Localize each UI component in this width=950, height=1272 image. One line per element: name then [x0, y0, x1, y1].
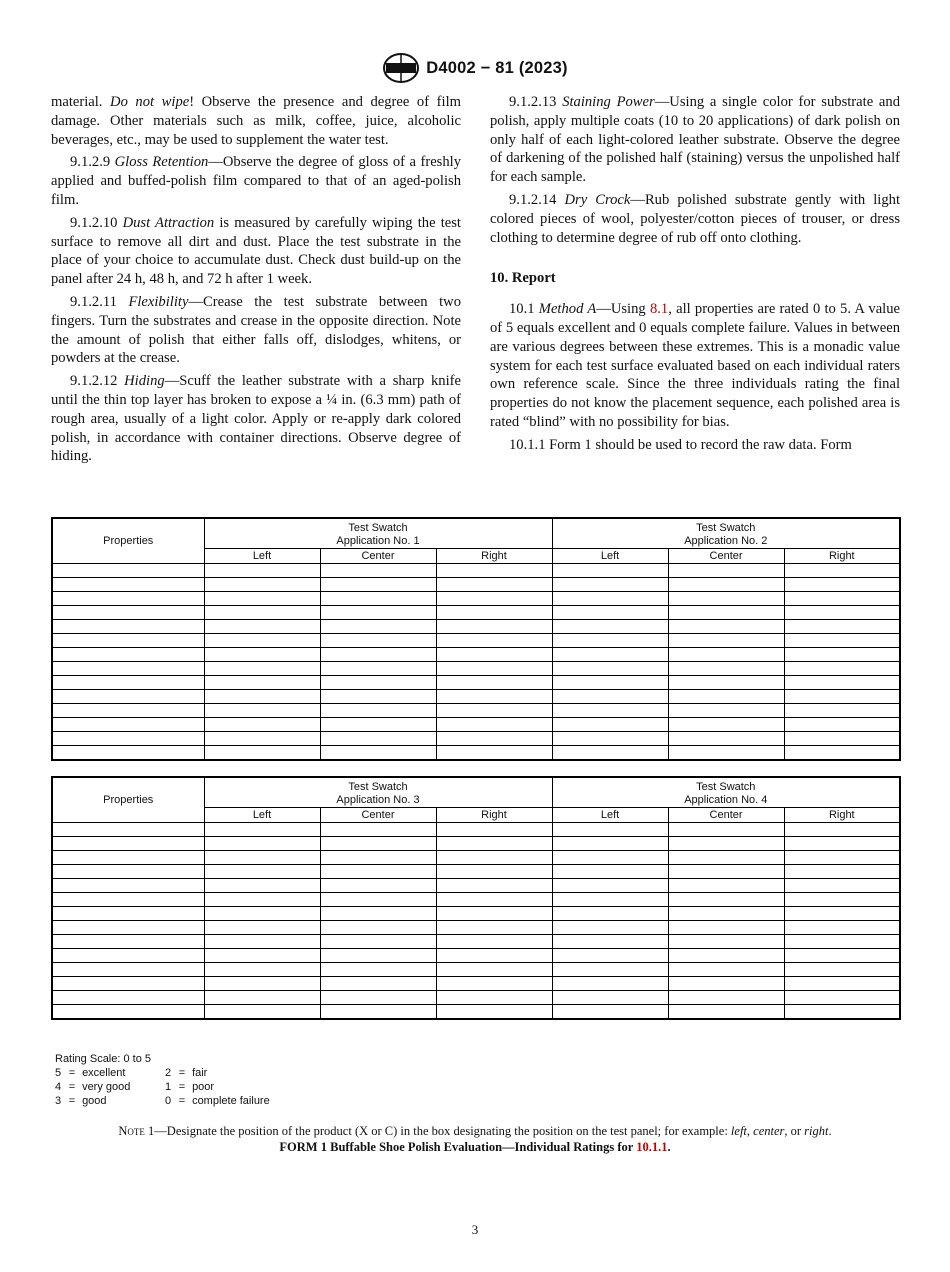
rating-row — [52, 823, 900, 837]
rating-cell[interactable] — [320, 648, 436, 662]
legend-title: Rating Scale: 0 to 5 — [55, 1053, 152, 1065]
rating-cell[interactable] — [784, 823, 900, 837]
rating-cell[interactable] — [552, 676, 668, 690]
rating-cell[interactable] — [668, 592, 784, 606]
rating-row — [52, 893, 900, 907]
legend-row: 5 = excellent 2 = fair — [55, 1067, 208, 1079]
rating-cell[interactable] — [320, 893, 436, 907]
rating-cell[interactable] — [668, 620, 784, 634]
rating-cell[interactable] — [436, 718, 552, 732]
rating-cell[interactable] — [668, 606, 784, 620]
rating-row — [52, 564, 900, 578]
rating-cell[interactable] — [436, 921, 552, 935]
rating-row — [52, 963, 900, 977]
rating-cell[interactable] — [436, 746, 552, 761]
rating-cell[interactable] — [204, 935, 320, 949]
rating-cell[interactable] — [436, 879, 552, 893]
column-header-right: Right — [784, 808, 900, 823]
rating-cell[interactable] — [320, 1005, 436, 1020]
rating-cell[interactable] — [552, 746, 668, 761]
column-header-center: Center — [668, 808, 784, 823]
rating-cell[interactable] — [320, 620, 436, 634]
rating-cell[interactable] — [784, 907, 900, 921]
rating-cell[interactable] — [436, 564, 552, 578]
rating-row — [52, 578, 900, 592]
rating-cell[interactable] — [320, 921, 436, 935]
properties-header: Properties — [52, 777, 204, 823]
rating-cell[interactable] — [204, 949, 320, 963]
rating-cell[interactable] — [204, 578, 320, 592]
rating-cell[interactable] — [320, 746, 436, 761]
rating-row — [52, 935, 900, 949]
property-cell — [52, 690, 204, 704]
rating-cell[interactable] — [784, 949, 900, 963]
rating-cell[interactable] — [552, 907, 668, 921]
rating-row — [52, 977, 900, 991]
rating-cell[interactable] — [668, 907, 784, 921]
form-note: Note 1—Designate the position of the product (X or C) in the box designating the position on the test panel; for example: left, center, or right. — [118, 1124, 832, 1138]
rating-cell[interactable] — [668, 823, 784, 837]
rating-cell[interactable] — [668, 634, 784, 648]
rating-cell[interactable] — [204, 879, 320, 893]
rating-cell[interactable] — [784, 893, 900, 907]
rating-cell[interactable] — [204, 865, 320, 879]
rating-cell[interactable] — [204, 893, 320, 907]
rating-row — [52, 732, 900, 746]
rating-cell[interactable] — [784, 634, 900, 648]
rating-cell[interactable] — [204, 662, 320, 676]
right-column — [490, 93, 900, 459]
column-header-left: Left — [204, 808, 320, 823]
property-cell — [52, 879, 204, 893]
property-cell — [52, 851, 204, 865]
rating-cell[interactable] — [204, 564, 320, 578]
property-cell — [52, 606, 204, 620]
left-column — [51, 93, 461, 470]
rating-cell[interactable] — [784, 690, 900, 704]
rating-cell[interactable] — [552, 851, 668, 865]
rating-cell[interactable] — [552, 837, 668, 851]
rating-cell[interactable] — [552, 823, 668, 837]
section-link-8-1[interactable]: 8.1 — [649, 301, 669, 318]
rating-cell[interactable] — [204, 620, 320, 634]
rating-cell[interactable] — [320, 991, 436, 1005]
rating-cell[interactable] — [552, 690, 668, 704]
property-cell — [52, 704, 204, 718]
rating-cell[interactable] — [784, 620, 900, 634]
rating-cell[interactable] — [552, 592, 668, 606]
rating-row — [52, 991, 900, 1005]
property-cell — [52, 620, 204, 634]
rating-cell[interactable] — [436, 977, 552, 991]
rating-cell[interactable] — [436, 662, 552, 676]
rating-cell[interactable] — [668, 676, 784, 690]
document-title: D4002 − 81 (2023) — [426, 58, 568, 77]
table-2-body — [52, 823, 900, 1020]
section-heading-report: 10. Report — [490, 270, 556, 287]
rating-row — [52, 704, 900, 718]
rating-scale-legend — [55, 1052, 270, 1108]
property-cell — [52, 865, 204, 879]
ratings-table-1 — [51, 517, 901, 761]
rating-cell[interactable] — [784, 606, 900, 620]
rating-cell[interactable] — [436, 963, 552, 977]
group-header-app-2: Test Swatch Application No. 2 — [552, 518, 900, 549]
rating-cell[interactable] — [204, 977, 320, 991]
rating-cell[interactable] — [784, 977, 900, 991]
rating-row — [52, 865, 900, 879]
column-header-right: Right — [436, 549, 552, 564]
rating-cell[interactable] — [204, 921, 320, 935]
rating-cell[interactable] — [552, 564, 668, 578]
rating-row — [52, 690, 900, 704]
paragraph-form-1: 10.1.1 Form 1 should be used to record the raw data. Form — [509, 436, 852, 453]
rating-cell[interactable] — [436, 823, 552, 837]
rating-row — [52, 648, 900, 662]
rating-cell[interactable] — [552, 718, 668, 732]
page-header — [0, 52, 950, 84]
rating-cell[interactable] — [668, 746, 784, 761]
rating-cell[interactable] — [552, 977, 668, 991]
property-cell — [52, 564, 204, 578]
rating-cell[interactable] — [552, 963, 668, 977]
rating-cell[interactable] — [320, 823, 436, 837]
rating-cell[interactable] — [668, 564, 784, 578]
paragraph-flexibility: 9.1.2.11 Flexibility—Crease the test substrate between two fingers. Turn the substrates and crease in the opposite direction. Note the amount of polish that either falls off, dislodges, whitens, or powders at the crease. — [51, 293, 461, 367]
rating-cell[interactable] — [784, 746, 900, 761]
rating-row — [52, 662, 900, 676]
rating-cell[interactable] — [552, 648, 668, 662]
rating-cell[interactable] — [784, 851, 900, 865]
rating-row — [52, 718, 900, 732]
rating-cell[interactable] — [320, 949, 436, 963]
rating-cell[interactable] — [320, 837, 436, 851]
rating-cell[interactable] — [204, 690, 320, 704]
rating-cell[interactable] — [320, 662, 436, 676]
property-cell — [52, 893, 204, 907]
rating-cell[interactable] — [436, 634, 552, 648]
property-cell — [52, 676, 204, 690]
rating-cell[interactable] — [552, 732, 668, 746]
rating-cell[interactable] — [552, 662, 668, 676]
property-cell — [52, 592, 204, 606]
rating-cell[interactable] — [320, 732, 436, 746]
rating-cell[interactable] — [436, 690, 552, 704]
rating-cell[interactable] — [668, 648, 784, 662]
page-number: 3 — [471, 1222, 479, 1237]
property-cell — [52, 837, 204, 851]
group-header-app-1: Test Swatch Application No. 1 — [204, 518, 552, 549]
property-cell — [52, 648, 204, 662]
rating-cell[interactable] — [204, 634, 320, 648]
rating-cell[interactable] — [668, 837, 784, 851]
rating-cell[interactable] — [436, 592, 552, 606]
rating-cell[interactable] — [436, 606, 552, 620]
rating-cell[interactable] — [320, 935, 436, 949]
rating-cell[interactable] — [436, 893, 552, 907]
rating-cell[interactable] — [204, 823, 320, 837]
table-1-body — [52, 564, 900, 761]
rating-cell[interactable] — [204, 606, 320, 620]
rating-cell[interactable] — [436, 732, 552, 746]
rating-cell[interactable] — [668, 991, 784, 1005]
rating-cell[interactable] — [320, 907, 436, 921]
rating-cell[interactable] — [784, 921, 900, 935]
property-cell — [52, 977, 204, 991]
rating-cell[interactable] — [668, 963, 784, 977]
rating-cell[interactable] — [668, 865, 784, 879]
rating-cell[interactable] — [436, 578, 552, 592]
rating-row — [52, 676, 900, 690]
rating-cell[interactable] — [204, 746, 320, 761]
rating-cell[interactable] — [436, 1005, 552, 1020]
rating-cell[interactable] — [436, 676, 552, 690]
rating-cell[interactable] — [204, 963, 320, 977]
rating-cell[interactable] — [320, 718, 436, 732]
rating-cell[interactable] — [552, 921, 668, 935]
rating-cell[interactable] — [552, 620, 668, 634]
rating-cell[interactable] — [668, 1005, 784, 1020]
rating-cell[interactable] — [204, 704, 320, 718]
paragraph-staining-power: 9.1.2.13 Staining Power—Using a single color for substrate and polish, apply multiple coats (10 to 20 applications) of dark polish on only half of each light-colored leather substrate. Observe the degree of darkening of the polished half (staining) versus the unpolished half for each sample. — [490, 94, 900, 186]
rating-cell[interactable] — [784, 837, 900, 851]
rating-cell[interactable] — [204, 648, 320, 662]
rating-row — [52, 746, 900, 761]
rating-cell[interactable] — [784, 718, 900, 732]
rating-cell[interactable] — [784, 648, 900, 662]
property-cell — [52, 949, 204, 963]
rating-cell[interactable] — [436, 851, 552, 865]
rating-cell[interactable] — [320, 564, 436, 578]
rating-cell[interactable] — [784, 1005, 900, 1020]
rating-cell[interactable] — [320, 634, 436, 648]
rating-cell[interactable] — [320, 690, 436, 704]
rating-cell[interactable] — [784, 662, 900, 676]
rating-cell[interactable] — [436, 704, 552, 718]
rating-row — [52, 606, 900, 620]
rating-cell[interactable] — [668, 949, 784, 963]
rating-cell[interactable] — [320, 578, 436, 592]
rating-row — [52, 851, 900, 865]
rating-cell[interactable] — [204, 592, 320, 606]
rating-cell[interactable] — [552, 879, 668, 893]
rating-cell[interactable] — [784, 578, 900, 592]
rating-cell[interactable] — [436, 837, 552, 851]
rating-cell[interactable] — [552, 634, 668, 648]
rating-cell[interactable] — [552, 578, 668, 592]
rating-cell[interactable] — [320, 851, 436, 865]
rating-row — [52, 1005, 900, 1020]
rating-cell[interactable] — [784, 564, 900, 578]
paragraph-dust-attraction: 9.1.2.10 Dust Attraction is measured by carefully wiping the test surface to remove all dirt and dust. Place the test substrate in the place of your choice to accumulate dust. Check dust build-up on the panel after 24 h, 48 h, and 72 h after 1 week. — [51, 214, 461, 288]
rating-cell[interactable] — [668, 690, 784, 704]
property-cell — [52, 746, 204, 761]
rating-cell[interactable] — [552, 893, 668, 907]
properties-header: Properties — [52, 518, 204, 564]
paragraph-hiding: 9.1.2.12 Hiding—Scuff the leather substrate with a sharp knife until the thin top layer has broken to expose a ¼ in. (6.3 mm) path of rough area, usually of a light color. Apply or re-apply dark colored polish, in accordance with container directions. Observe degree of hiding. — [51, 373, 461, 465]
rating-cell[interactable] — [204, 991, 320, 1005]
rating-cell[interactable] — [320, 977, 436, 991]
paragraph-gloss-retention: 9.1.2.9 Gloss Retention—Observe the degree of gloss of a freshly applied and buffed-polish film compared to that of an aged-polish film. — [51, 154, 461, 208]
property-cell — [52, 1005, 204, 1020]
property-cell — [52, 963, 204, 977]
rating-cell[interactable] — [436, 935, 552, 949]
property-cell — [52, 921, 204, 935]
rating-row — [52, 634, 900, 648]
rating-cell[interactable] — [436, 648, 552, 662]
rating-cell[interactable] — [204, 732, 320, 746]
rating-cell[interactable] — [436, 907, 552, 921]
rating-row — [52, 879, 900, 893]
rating-cell[interactable] — [320, 676, 436, 690]
rating-cell[interactable] — [668, 977, 784, 991]
rating-cell[interactable] — [552, 704, 668, 718]
property-cell — [52, 732, 204, 746]
column-header-left: Left — [204, 549, 320, 564]
property-cell — [52, 991, 204, 1005]
section-link-10-1-1[interactable]: 10.1.1 — [636, 1140, 668, 1154]
rating-cell[interactable] — [320, 592, 436, 606]
property-cell — [52, 578, 204, 592]
paragraph-water-test: material. Do not wipe! Observe the presence and degree of film damage. Other materials such as milk, coffee, juice, alcoholic beverages, etc., may be used to supplement the water test. — [51, 94, 461, 148]
rating-cell[interactable] — [320, 865, 436, 879]
rating-cell[interactable] — [320, 963, 436, 977]
astm-logo-icon — [382, 52, 420, 84]
column-header-left: Left — [552, 808, 668, 823]
rating-cell[interactable] — [552, 949, 668, 963]
rating-cell[interactable] — [668, 704, 784, 718]
rating-cell[interactable] — [552, 991, 668, 1005]
rating-cell[interactable] — [320, 606, 436, 620]
paragraph-dry-crock: 9.1.2.14 Dry Crock—Rub polished substrate gently with light colored pieces of wool, polyester/cotton pieces of trouser, or dress clothing to determine degree of rub off onto clothing. — [490, 191, 901, 246]
rating-cell[interactable] — [204, 718, 320, 732]
rating-cell[interactable] — [436, 991, 552, 1005]
rating-cell[interactable] — [784, 592, 900, 606]
property-cell — [52, 718, 204, 732]
column-header-center: Center — [320, 549, 436, 564]
rating-cell[interactable] — [784, 676, 900, 690]
rating-row — [52, 620, 900, 634]
column-header-right: Right — [784, 549, 900, 564]
rating-cell[interactable] — [668, 921, 784, 935]
rating-cell[interactable] — [668, 718, 784, 732]
property-cell — [52, 662, 204, 676]
rating-cell[interactable] — [436, 620, 552, 634]
rating-cell[interactable] — [204, 676, 320, 690]
rating-cell[interactable] — [552, 1005, 668, 1020]
rating-cell[interactable] — [436, 865, 552, 879]
rating-cell[interactable] — [784, 865, 900, 879]
property-cell — [52, 907, 204, 921]
legend-row: 3 = good 0 = complete failure — [55, 1095, 270, 1107]
rating-cell[interactable] — [668, 879, 784, 893]
form-caption: FORM 1 Buffable Shoe Polish Evaluation—Individual Ratings for 10.1.1. — [279, 1140, 671, 1154]
paragraph-method-a: 10.1 Method A—Using 8.1, all properties are rated 0 to 5. A value of 5 equals excellent and 0 equals complete failure. Values in between are various degrees between these extremes. This is a monadic value system for each test surface evaluated based on each individual raters own reference scale. Since the three individuals rating the final properties do not know the placement sequence, each polished area is rated “blind” with no possibility for bias. — [490, 301, 901, 430]
rating-row — [52, 907, 900, 921]
rating-row — [52, 921, 900, 935]
rating-cell[interactable] — [668, 732, 784, 746]
group-header-app-4: Test Swatch Application No. 4 — [552, 777, 900, 808]
rating-cell[interactable] — [204, 837, 320, 851]
property-cell — [52, 634, 204, 648]
property-cell — [52, 935, 204, 949]
rating-cell[interactable] — [204, 851, 320, 865]
rating-cell[interactable] — [552, 865, 668, 879]
rating-cell[interactable] — [668, 662, 784, 676]
rating-row — [52, 949, 900, 963]
rating-cell[interactable] — [668, 851, 784, 865]
rating-cell[interactable] — [784, 879, 900, 893]
rating-cell[interactable] — [320, 704, 436, 718]
rating-cell[interactable] — [552, 606, 668, 620]
rating-cell[interactable] — [784, 935, 900, 949]
rating-cell[interactable] — [784, 704, 900, 718]
rating-cell[interactable] — [784, 732, 900, 746]
rating-cell[interactable] — [668, 578, 784, 592]
rating-cell[interactable] — [204, 907, 320, 921]
ratings-table-2 — [51, 776, 901, 1020]
rating-cell[interactable] — [668, 893, 784, 907]
column-header-center: Center — [320, 808, 436, 823]
rating-row — [52, 837, 900, 851]
column-header-right: Right — [436, 808, 552, 823]
rating-cell[interactable] — [784, 991, 900, 1005]
rating-cell[interactable] — [436, 949, 552, 963]
rating-cell[interactable] — [552, 935, 668, 949]
property-cell — [52, 823, 204, 837]
column-header-left: Left — [552, 549, 668, 564]
rating-cell[interactable] — [204, 1005, 320, 1020]
rating-cell[interactable] — [784, 963, 900, 977]
rating-cell[interactable] — [320, 879, 436, 893]
rating-row — [52, 592, 900, 606]
group-header-app-3: Test Swatch Application No. 3 — [204, 777, 552, 808]
column-header-center: Center — [668, 549, 784, 564]
rating-cell[interactable] — [668, 935, 784, 949]
legend-row: 4 = very good 1 = poor — [55, 1081, 215, 1093]
